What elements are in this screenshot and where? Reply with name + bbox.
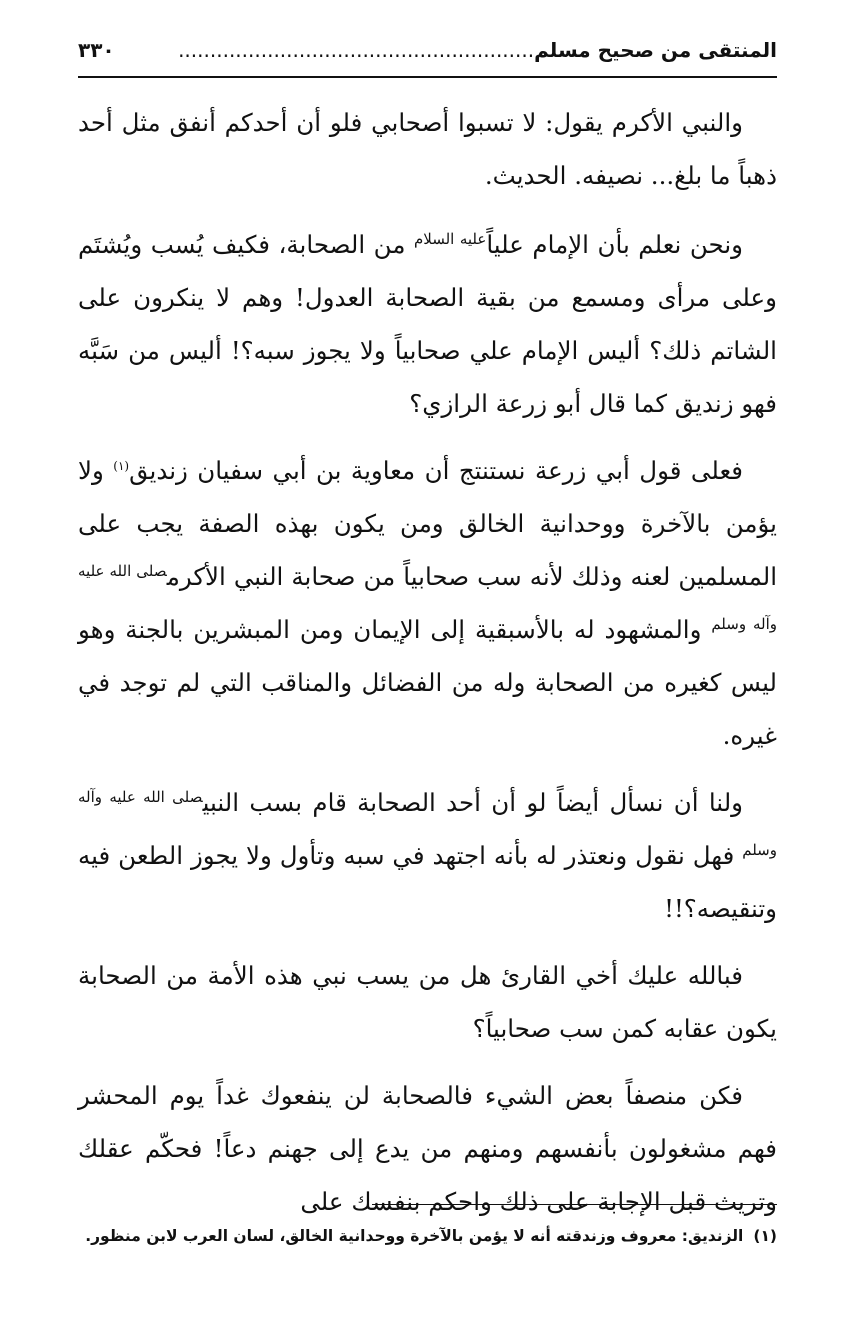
paragraph-4-text-a: ولنا أن نسأل أيضاً لو أن أحد الصحابة قام بسب النبي [202,788,743,817]
running-title [178,38,777,62]
page-number: ٣٣٠ [78,38,115,62]
footnote [78,1220,777,1252]
paragraph-5-text: فبالله عليك أخي القارئ هل من يسب نبي هذه الأمة من الصحابة يكون عقابه كمن سب صحابياً؟ [78,961,777,1043]
paragraph-2-text-b: من الصحابة، فكيف يُسب ويُشتَم وعلى مرأى ومسمع من بقية الصحابة العدول! وهم لا ينكرون على الشاتم ذلك؟ أليس الإمام علي صحابياً ولا يجوز سبه؟! أليس من سَبَّه فهو زنديق كما قال أبو زرعة الرازي؟ [78,230,777,418]
paragraph-2 [78,218,777,430]
paragraph-2-text-a: ونحن نعلم بأن الإمام علياً [486,230,743,259]
footnote-marker: (١) [753,1227,777,1245]
salla-allah-glyph-2: صلى الله عليه وآله وسلم [78,787,777,859]
header-rule [78,76,777,78]
book-title: المنتقى من صحيح مسلم [534,38,777,62]
paragraph-3 [78,444,777,762]
paragraph-1 [78,96,777,202]
salla-allah-glyph: صلى الله عليه وآله وسلم [78,561,777,633]
alayhi-salam-glyph: عليه السلام [413,229,487,248]
paragraph-3-text-a: فعلى قول أبي زرعة نستنتج أن معاوية بن أبي سفيان زنديق [129,456,743,485]
footnote-reference[interactable]: (١) [113,458,130,473]
leader-dots: ........................................................ [178,38,535,62]
paragraph-4-text-b: فهل نقول ونعتذر له بأنه اجتهد في سبه وتأول ولا يجوز الطعن فيه وتنقيصه؟!! [78,841,777,923]
paragraph-5 [78,949,777,1055]
paragraph-3-text-c: والمشهود له بالأسبقية إلى الإيمان ومن المبشرين بالجنة وهو ليس كغيره من الصحابة وله من الفضائل والمناقب التي لم توجد في غيره. [78,615,777,750]
paragraph-6-text: فكن منصفاً بعض الشيء فالصحابة لن ينفعوك غداً يوم المحشر فهم مشغولون بأنفسهم ومنهم من يدع إلى جهنم دعاً! فحكّم عقلك وتريث قبل الإجابة على ذلك واحكم بنفسك على [78,1081,777,1216]
paragraph-1-text: والنبي الأكرم يقول: لا تسبوا أصحابي فلو أن أحدكم أنفق مثل أحد ذهباً ما بلغ... نصيفه. الحديث. [78,108,777,190]
running-head [78,30,777,70]
footnote-rule [372,1204,777,1205]
footnote-text: الزنديق: معروف وزندقته أنه لا يؤمن بالآخرة ووحدانية الخالق، لسان العرب لابن منظور. [85,1227,744,1245]
paragraph-4 [78,776,777,935]
paragraph-3-text-b: ولا يؤمن بالآخرة ووحدانية الخالق ومن يكون بهذه الصفة يجب على المسلمين لعنه وذلك لأنه سب صحابياً من صحابة النبي الأكرم [78,456,778,591]
body-text [78,96,777,1242]
